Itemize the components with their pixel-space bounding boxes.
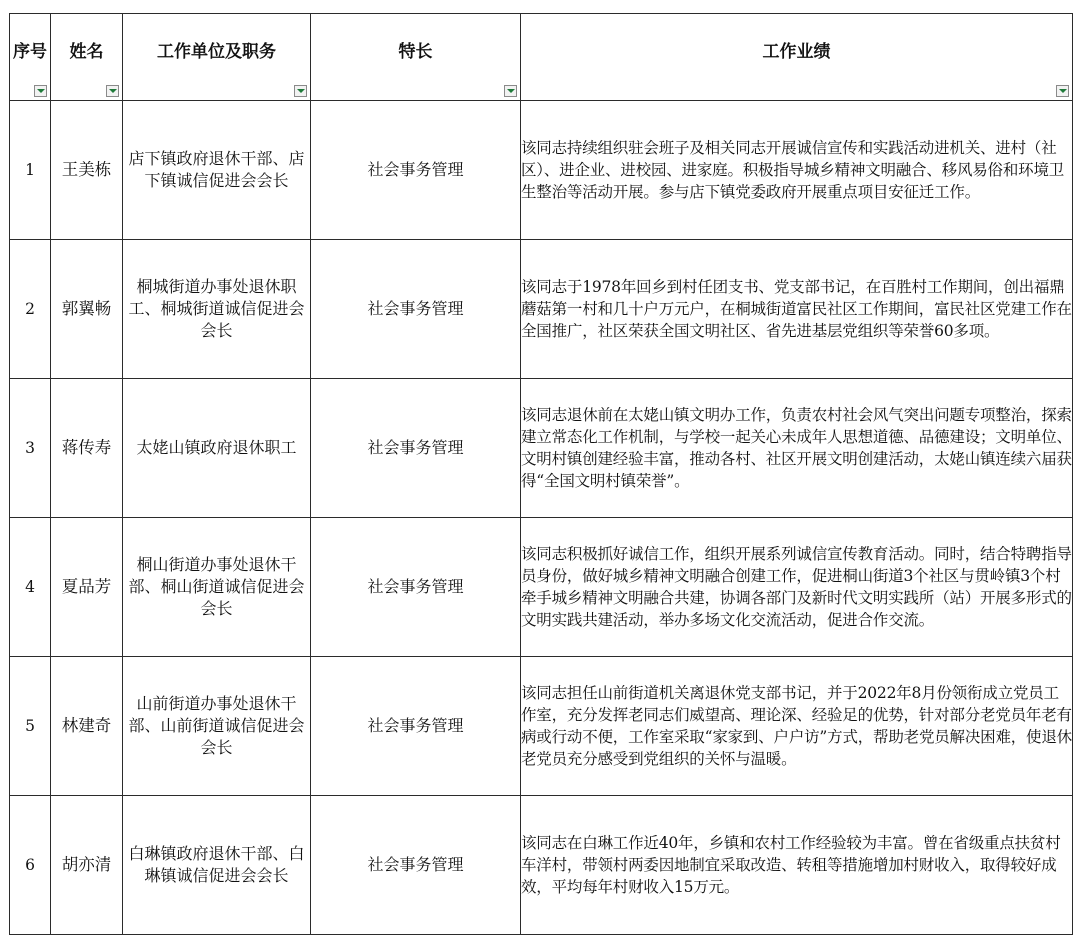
cell-specialty: 社会事务管理 (311, 240, 521, 379)
cell-performance: 该同志于1978年回乡到村任团支书、党支部书记，在百胜村工作期间，创出福鼎蘑菇第一村和几十户万元户，在桐城街道富民社区工作期间，富民社区党建工作在全国推广，社区荣获全国文明社区、省先进基层党组织等荣誉60多项。 (521, 240, 1073, 379)
header-specialty-label: 特长 (398, 41, 433, 62)
header-name-label: 姓名 (69, 41, 104, 62)
filter-dropdown-icon[interactable] (294, 85, 307, 97)
cell-performance: 该同志在白琳工作近40年，乡镇和农村工作经验较为丰富。曾在省级重点扶贫村车洋村，带领村两委因地制宜采取改造、转租等措施增加村财收入，取得较好成效，平均每年村财收入15万元。 (521, 796, 1073, 935)
filter-dropdown-icon[interactable] (106, 85, 119, 97)
cell-specialty: 社会事务管理 (311, 379, 521, 518)
cell-seq: 3 (10, 379, 51, 518)
cell-performance: 该同志退休前在太姥山镇文明办工作，负责农村社会风气突出问题专项整治，探索建立常态化工作机制，与学校一起关心未成年人思想道德、品德建设；文明单位、文明村镇创建经验丰富，推动各村、社区开展文明创建活动，太姥山镇连续六届获得“全国文明村镇荣誉”。 (521, 379, 1073, 518)
filter-dropdown-icon[interactable] (34, 85, 47, 97)
cell-unit: 太姥山镇政府退休职工 (123, 379, 311, 518)
cell-name: 郭翼畅 (51, 240, 123, 379)
cell-specialty: 社会事务管理 (311, 101, 521, 240)
table-row (10, 796, 1073, 935)
cell-seq: 4 (10, 518, 51, 657)
cell-name: 胡亦清 (51, 796, 123, 935)
header-performance-label: 工作业绩 (762, 41, 831, 62)
cell-seq: 2 (10, 240, 51, 379)
header-seq (10, 14, 51, 101)
cell-performance: 该同志持续组织驻会班子及相关同志开展诚信宣传和实践活动进机关、进村（社区）、进企业、进校园、进家庭。积极指导城乡精神文明融合、移风易俗和环境卫生整治等活动开展。参与店下镇党委政府开展重点项目安征迁工作。 (521, 101, 1073, 240)
cell-unit: 店下镇政府退休干部、店下镇诚信促进会会长 (123, 101, 311, 240)
cell-name: 夏品芳 (51, 518, 123, 657)
cell-unit: 山前街道办事处退休干部、山前街道诚信促进会会长 (123, 657, 311, 796)
cell-seq: 1 (10, 101, 51, 240)
filter-dropdown-icon[interactable] (1056, 85, 1069, 97)
header-name (51, 14, 123, 101)
table-row (10, 101, 1073, 240)
cell-unit: 桐城街道办事处退休职工、桐城街道诚信促进会会长 (123, 240, 311, 379)
cell-performance: 该同志积极抓好诚信工作，组织开展系列诚信宣传教育活动。同时，结合特聘指导员身份，做好城乡精神文明融合创建工作，促进桐山街道3个社区与贯岭镇3个村牵手城乡精神文明融合共建，协调各部门及新时代文明实践所（站）开展多形式的文明实践共建活动，举办多场文化交流活动，促进合作交流。 (521, 518, 1073, 657)
cell-specialty: 社会事务管理 (311, 657, 521, 796)
cell-unit: 桐山街道办事处退休干部、桐山街道诚信促进会会长 (123, 518, 311, 657)
records-table (9, 13, 1073, 935)
cell-seq: 6 (10, 796, 51, 935)
table-row (10, 379, 1073, 518)
cell-name: 蒋传寿 (51, 379, 123, 518)
filter-dropdown-icon[interactable] (504, 85, 517, 97)
header-performance (521, 14, 1073, 101)
header-specialty (311, 14, 521, 101)
table-row (10, 657, 1073, 796)
header-row (10, 14, 1073, 101)
header-unit-label: 工作单位及职务 (157, 41, 276, 62)
header-unit (123, 14, 311, 101)
header-seq-label: 序号 (13, 41, 47, 62)
cell-specialty: 社会事务管理 (311, 796, 521, 935)
cell-name: 王美栋 (51, 101, 123, 240)
cell-performance: 该同志担任山前街道机关离退休党支部书记，并于2022年8月份领衔成立党员工作室，充分发挥老同志们威望高、理论深、经验足的优势，针对部分老党员年老有病或行动不便，工作室采取“家家到、户户访”方式，帮助老党员解决困难，使退休老党员充分感受到党组织的关怀与温暖。 (521, 657, 1073, 796)
table-row (10, 518, 1073, 657)
table-row (10, 240, 1073, 379)
cell-specialty: 社会事务管理 (311, 518, 521, 657)
cell-name: 林建奇 (51, 657, 123, 796)
cell-seq: 5 (10, 657, 51, 796)
cell-unit: 白琳镇政府退休干部、白琳镇诚信促进会会长 (123, 796, 311, 935)
